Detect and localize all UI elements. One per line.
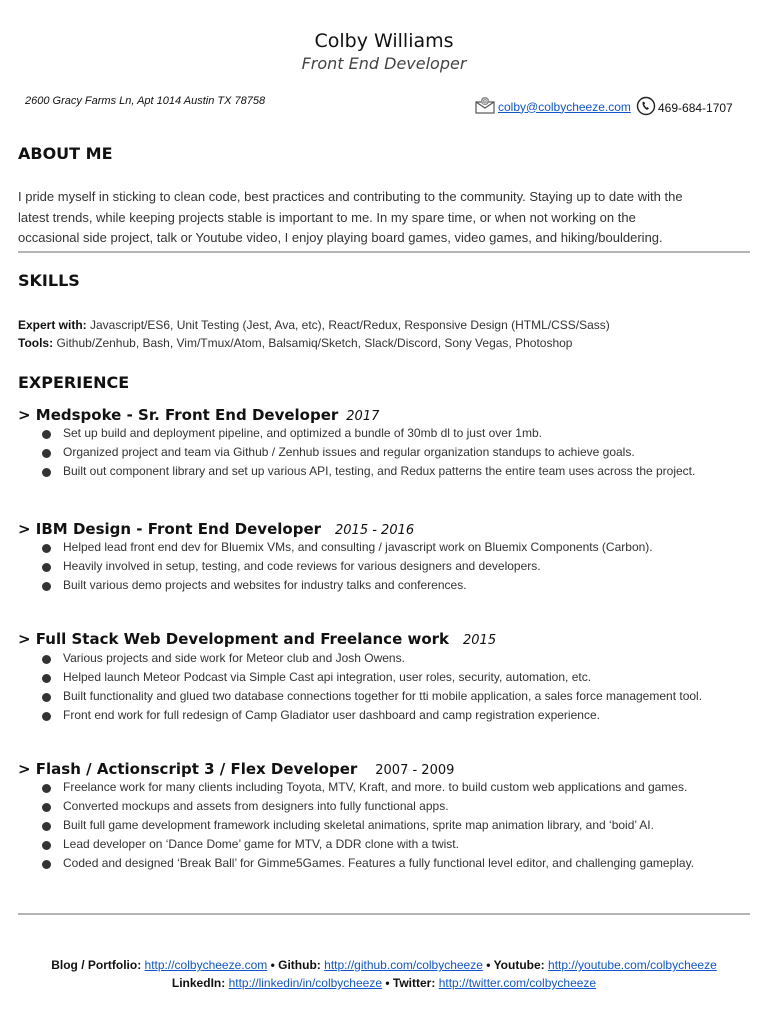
job-years: 2015 - 2016 bbox=[335, 523, 415, 538]
list-item: Various projects and side work for Meteor club and Josh Owens. bbox=[40, 649, 702, 668]
about-line: latest trends, while keeping projects stable is important to me. In my spare time, or when not working on the bbox=[18, 209, 636, 225]
footer-links-row-2 bbox=[0, 976, 768, 990]
github-link[interactable]: http://github.com/colbycheeze bbox=[324, 958, 483, 972]
phone-number: 469-684-1707 bbox=[658, 100, 733, 115]
twitter-link[interactable]: http://twitter.com/colbycheeze bbox=[438, 976, 597, 990]
job-title bbox=[18, 630, 496, 648]
footer-links-row-1 bbox=[0, 958, 768, 972]
job-bullets bbox=[40, 778, 694, 873]
job-title-text: > IBM Design - Front End Developer bbox=[18, 520, 322, 538]
job-years: 2007 - 2009 bbox=[375, 763, 455, 778]
phone-icon bbox=[636, 96, 656, 119]
svg-text:@: @ bbox=[482, 98, 488, 106]
envelope-icon bbox=[475, 96, 495, 117]
job-title bbox=[18, 406, 379, 424]
job-bullets bbox=[40, 649, 702, 725]
about-line: I pride myself in sticking to clean code, best practices and contributing to the community. Staying up to date with the bbox=[18, 189, 683, 204]
about-heading: ABOUT ME bbox=[18, 144, 113, 163]
list-item: Built functionality and glued two database connections together for tti mobile application, a sales force management tool. bbox=[40, 687, 702, 706]
job-bullets bbox=[40, 424, 695, 481]
resume-name: Colby Williams bbox=[314, 30, 454, 52]
linkedin-link[interactable]: http://linkedin/in/colbycheeze bbox=[228, 976, 383, 990]
job-bullets bbox=[40, 538, 653, 595]
about-paragraph bbox=[18, 187, 753, 249]
list-item: Set up build and deployment pipeline, and optimized a bundle of 30mb dl to just over 1mb. bbox=[40, 424, 695, 443]
list-item: Freelance work for many clients including Toyota, MTV, Kraft, and more. to build custom web applications and games. bbox=[40, 778, 694, 797]
youtube-link[interactable]: http://youtube.com/colbycheeze bbox=[548, 958, 717, 972]
skills-expert bbox=[18, 318, 610, 332]
list-item: Heavily involved in setup, testing, and code reviews for various designers and developers. bbox=[40, 557, 653, 576]
separator: • bbox=[267, 958, 279, 972]
job-title-text: > Full Stack Web Development and Freelance work bbox=[18, 630, 449, 648]
skills-tools bbox=[18, 336, 572, 350]
separator: • bbox=[382, 976, 393, 990]
twitter-label: Twitter: bbox=[392, 976, 436, 990]
blog-label: Blog / Portfolio: bbox=[51, 958, 142, 972]
blog-link[interactable]: http://colbycheeze.com bbox=[144, 958, 268, 972]
list-item: Lead developer on ‘Dance Dome’ game for MTV, a DDR clone with a twist. bbox=[40, 835, 694, 854]
experience-heading: EXPERIENCE bbox=[18, 373, 130, 392]
tools-value: Github/Zenhub, Bash, Vim/Tmux/Atom, Balsamiq/Sketch, Slack/Discord, Sony Vegas, Photoshop bbox=[53, 336, 573, 350]
list-item: Helped launch Meteor Podcast via Simple Cast api integration, user roles, security, automation, etc. bbox=[40, 668, 702, 687]
list-item: Helped lead front end dev for Bluemix VMs, and consulting / javascript work on Bluemix Components (Carbon). bbox=[40, 538, 653, 557]
about-line: occasional side project, talk or Youtube video, I enjoy playing board games, video games, and hiking/bouldering. bbox=[18, 230, 663, 245]
phone-contact bbox=[636, 96, 733, 119]
resume-role: Front End Developer bbox=[301, 54, 467, 73]
job-title bbox=[18, 760, 454, 778]
expert-label: Expert with: bbox=[18, 318, 87, 332]
skills-heading: SKILLS bbox=[18, 271, 80, 290]
list-item: Built full game development framework including skeletal animations, sprite map animation library, and ‘boid’ AI. bbox=[40, 816, 694, 835]
list-item: Built various demo projects and websites for industry talks and conferences. bbox=[40, 576, 653, 595]
separator: • bbox=[482, 958, 494, 972]
list-item: Organized project and team via Github / Zenhub issues and regular organization standups to achieve goals. bbox=[40, 443, 695, 462]
divider bbox=[18, 913, 750, 915]
list-item: Coded and designed ‘Break Ball’ for Gimme5Games. Features a fully functional level editor, and challenging gameplay. bbox=[40, 854, 694, 873]
job-title-text: > Flash / Actionscript 3 / Flex Developer bbox=[18, 760, 358, 778]
tools-label: Tools: bbox=[18, 336, 54, 350]
email-link[interactable]: colby@colbycheeze.com bbox=[498, 99, 631, 114]
email-contact bbox=[475, 96, 631, 117]
address: 2600 Gracy Farms Ln, Apt 1014 Austin TX 78758 bbox=[25, 95, 266, 107]
divider bbox=[18, 251, 750, 253]
job-title bbox=[18, 520, 414, 538]
job-title-text: > Medspoke - Sr. Front End Developer bbox=[18, 406, 339, 424]
github-label: Github: bbox=[278, 958, 321, 972]
youtube-label: Youtube: bbox=[493, 958, 545, 972]
job-years: 2015 bbox=[463, 633, 497, 648]
linkedin-label: LinkedIn: bbox=[171, 976, 226, 990]
job-years: 2017 bbox=[346, 409, 380, 424]
list-item: Front end work for full redesign of Camp Gladiator user dashboard and camp registration experience. bbox=[40, 706, 702, 725]
expert-value: Javascript/ES6, Unit Testing (Jest, Ava, etc), React/Redux, Responsive Design (HTML/CSS/Sass) bbox=[86, 318, 610, 332]
list-item: Converted mockups and assets from designers into fully functional apps. bbox=[40, 797, 694, 816]
list-item: Built out component library and set up various API, testing, and Redux patterns the entire team uses across the project. bbox=[40, 462, 695, 481]
